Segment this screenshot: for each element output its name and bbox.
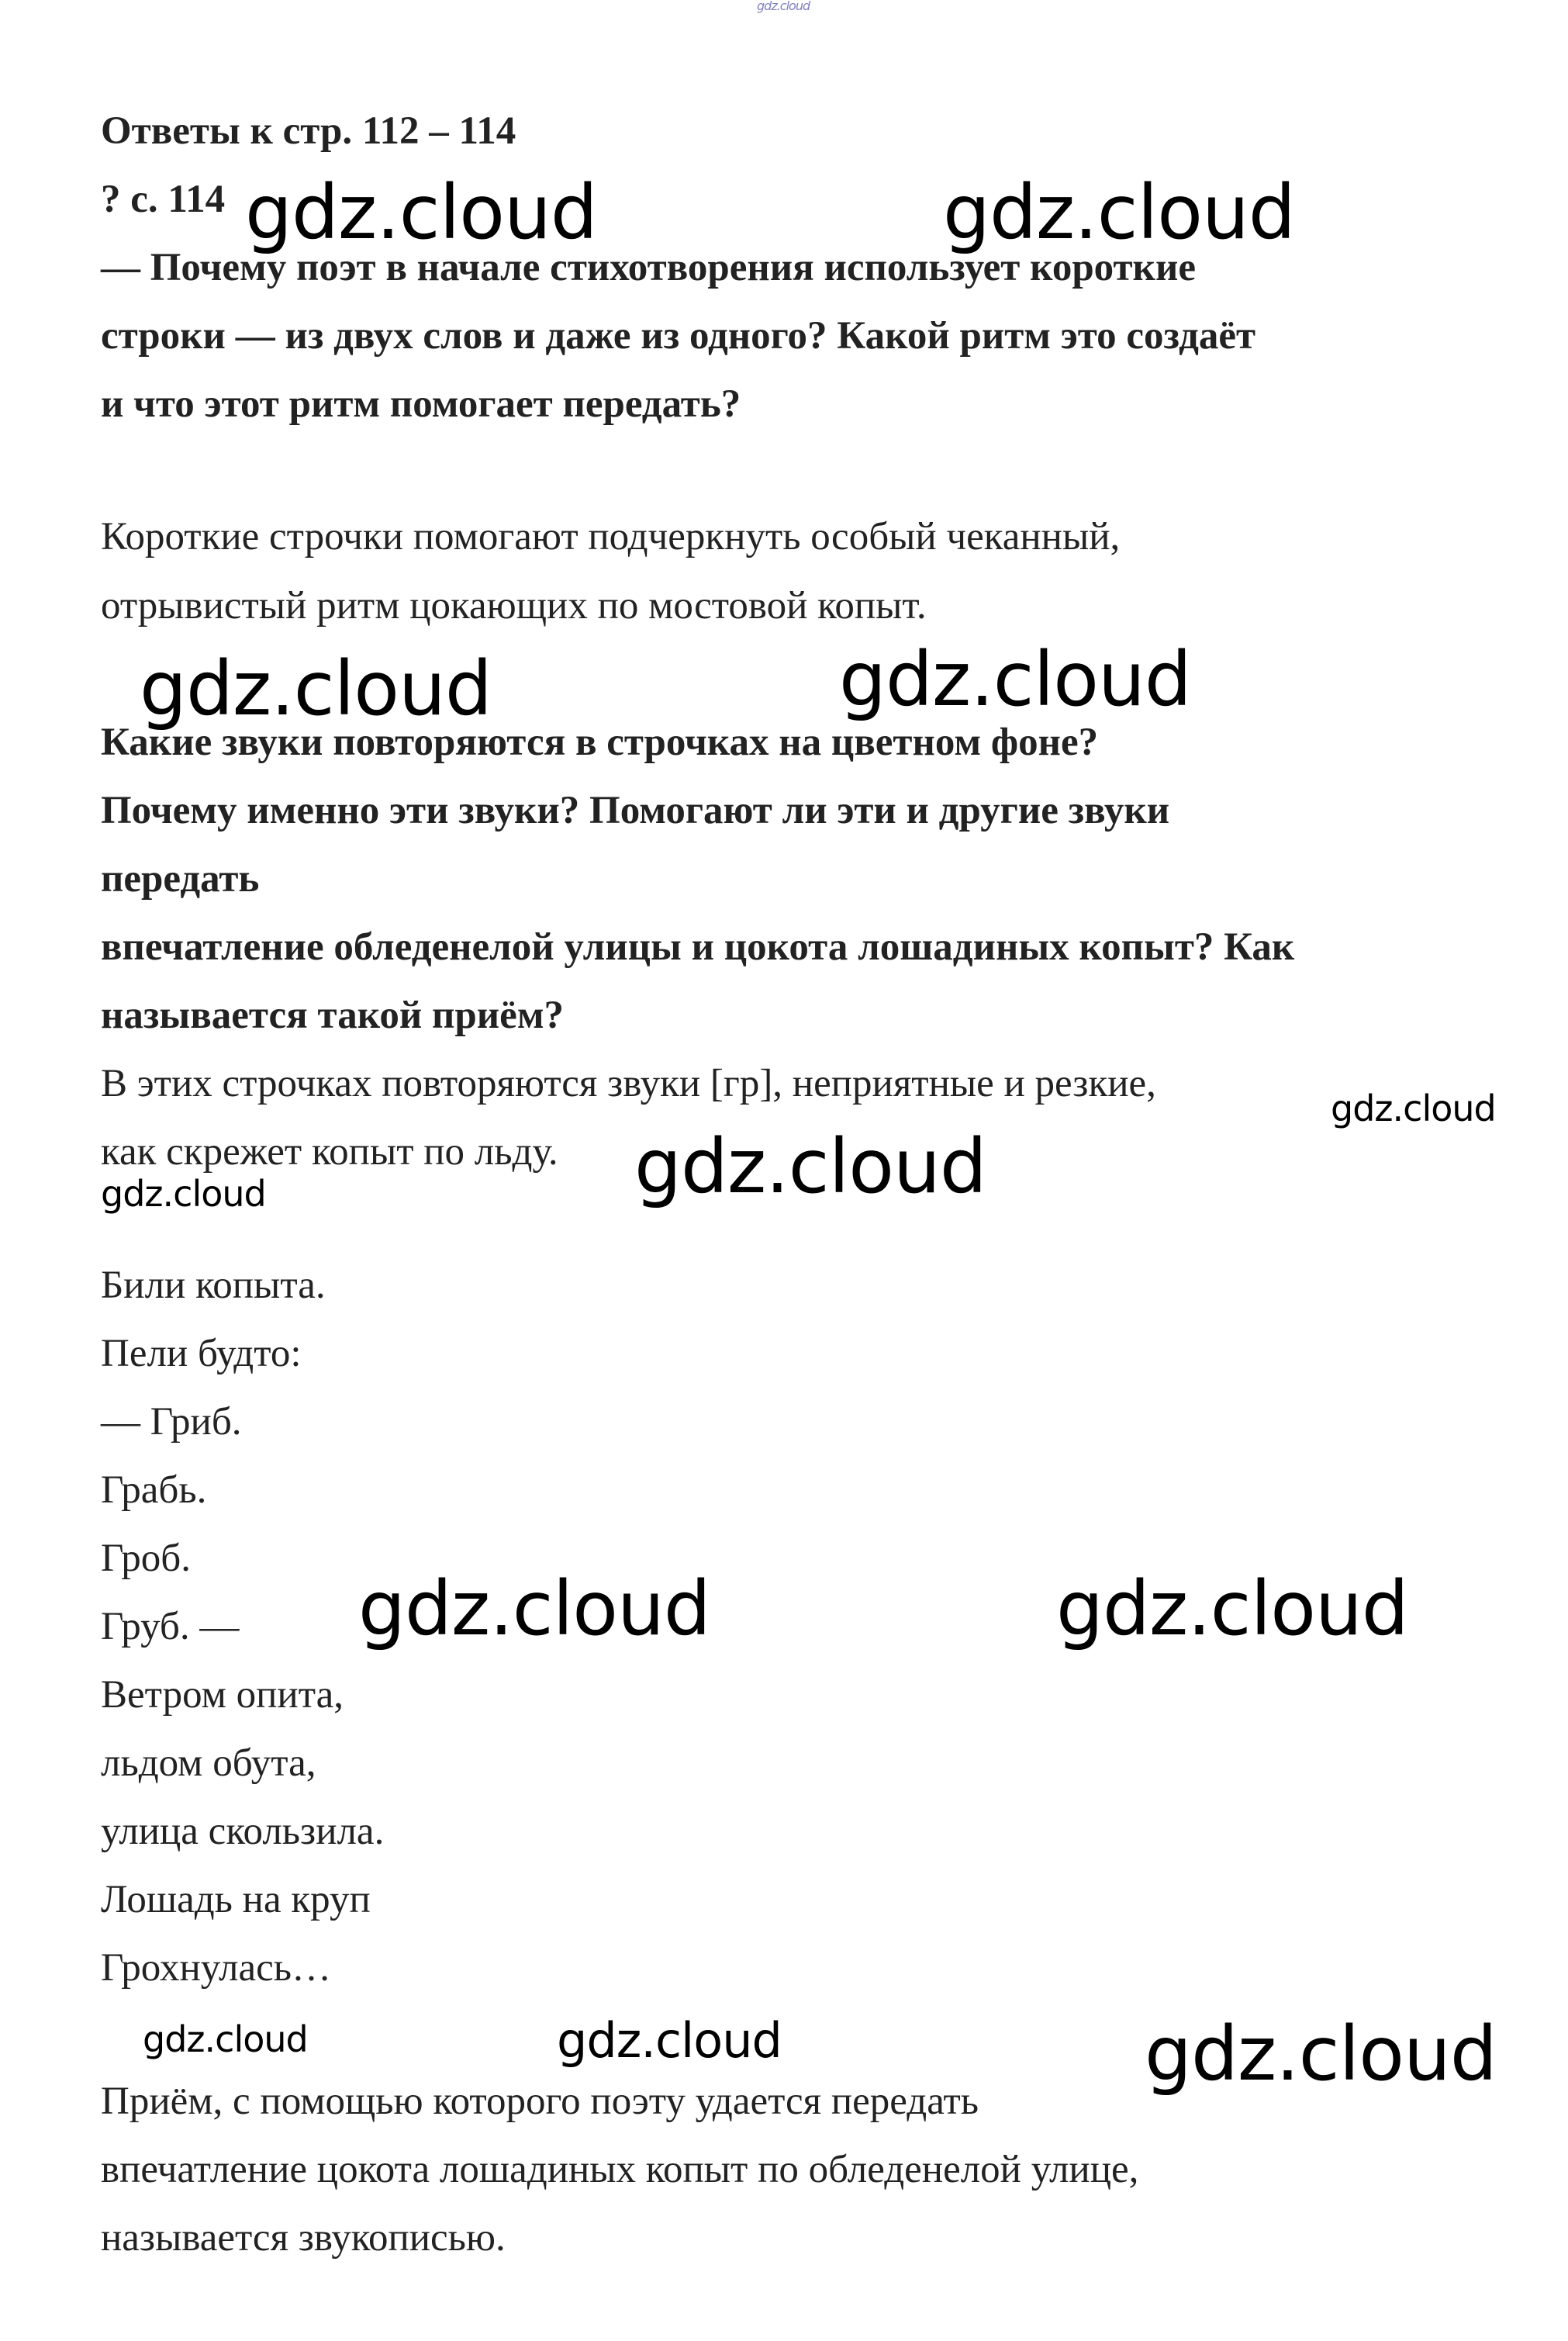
question1-line-3: и что этот ритм помогает передать? — [101, 382, 741, 426]
question1-line-2: строки — из двух слов и даже из одного? Какой ритм это создаёт — [101, 314, 1256, 358]
question2-line-3: передать — [101, 857, 260, 901]
watermark-1: gdz.cloud — [245, 169, 597, 256]
poem-line-10: Лошадь на круп — [101, 1878, 371, 1921]
answer2-line-2: как скрежет копыт по льду. — [101, 1130, 558, 1174]
watermark-3: gdz.cloud — [140, 645, 492, 732]
question2-line-4: впечатление обледенелой улицы и цокота лошадиных копыт? Как — [101, 925, 1295, 969]
watermark-8: gdz.cloud — [358, 1565, 710, 1652]
watermark-7: gdz.cloud — [101, 1173, 266, 1215]
poem-line-7: Ветром опита, — [101, 1673, 344, 1717]
watermark-11: gdz.cloud — [557, 2012, 782, 2069]
watermark-12: gdz.cloud — [1145, 2011, 1497, 2097]
answer1-line-2: отрывистый ритм цокающих по мостовой копыт. — [101, 584, 927, 628]
answer1-line-1: Короткие строчки помогают подчеркнуть особый чеканный, — [101, 515, 1121, 558]
question2-line-1: Какие звуки повторяются в строчках на цветном фоне? — [101, 721, 1099, 764]
watermark-9: gdz.cloud — [1056, 1565, 1408, 1652]
page-reference: ? с. 114 — [101, 178, 226, 221]
poem-line-9: улица скользила. — [101, 1810, 385, 1853]
question2-line-5: называется такой приём? — [101, 994, 565, 1037]
poem-line-5: Гроб. — [101, 1537, 191, 1580]
watermark-4: gdz.cloud — [839, 636, 1191, 723]
poem-line-2: Пели будто: — [101, 1332, 302, 1375]
answer3-line-3: называется звукописью. — [101, 2216, 506, 2260]
watermark-5: gdz.cloud — [1331, 1088, 1496, 1129]
watermark-2: gdz.cloud — [943, 169, 1295, 256]
question1-line-1: — Почему поэт в начале стихотворения использует короткие — [101, 246, 1196, 289]
question2-line-2: Почему именно эти звуки? Помогают ли эти и другие звуки — [101, 789, 1170, 832]
answer3-line-1: Приём, с помощью которого поэту удается передать — [101, 2080, 979, 2123]
answer3-line-2: впечатление цокота лошадиных копыт по обледенелой улице, — [101, 2148, 1139, 2191]
poem-line-3: — Гриб. — [101, 1400, 242, 1444]
poem-line-11: Грохнулась… — [101, 1946, 332, 1990]
page-title: Ответы к стр. 112 – 114 — [101, 109, 516, 153]
poem-line-1: Били копыта. — [101, 1264, 326, 1307]
watermark-top-small: gdz.cloud — [757, 0, 810, 13]
answer2-line-1: В этих строчках повторяются звуки [гр], неприятные и резкие, — [101, 1062, 1156, 1105]
poem-line-4: Грабь. — [101, 1468, 207, 1512]
watermark-10: gdz.cloud — [143, 2018, 308, 2060]
watermark-6: gdz.cloud — [634, 1123, 986, 1210]
poem-line-8: льдом обута, — [101, 1741, 316, 1785]
poem-line-6: Груб. — — [101, 1605, 240, 1648]
